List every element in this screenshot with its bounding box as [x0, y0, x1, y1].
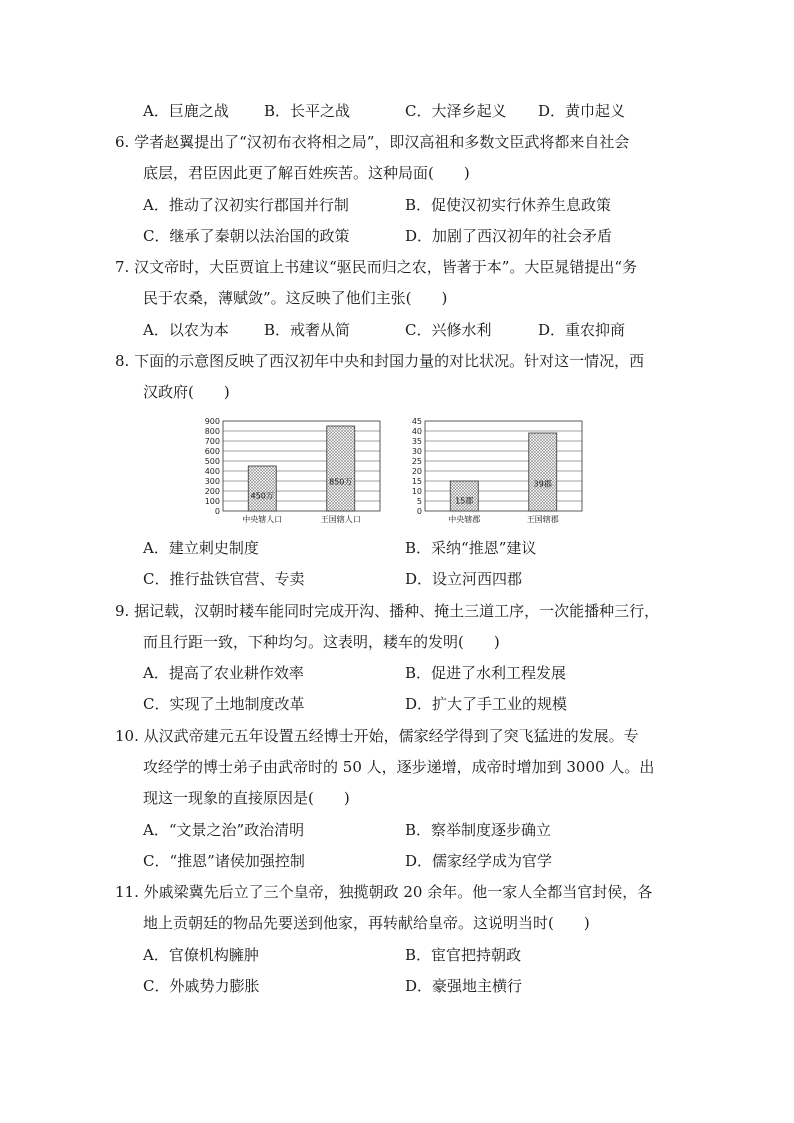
- question-stem-line: 6. 学者赵翼提出了“汉初布衣将相之局”，即汉高祖和多数文臣武将都来自社会: [115, 133, 630, 151]
- y-tick-label: 35: [411, 436, 422, 446]
- y-tick-label: 40: [411, 426, 422, 436]
- bar-0: [248, 466, 276, 511]
- question-stem-line: 8. 下面的示意图反映了西汉初年中央和封国力量的对比状况。针对这一情况，西: [115, 352, 645, 370]
- data-label: 15郡: [455, 496, 474, 506]
- y-tick-label: 0: [416, 506, 422, 516]
- plot-area: [223, 421, 380, 511]
- question-stem-line: 民于农桑，薄赋敛”。这反映了他们主张( ): [143, 289, 448, 307]
- question-stem-line: 10. 从汉武帝建元五年设置五经博士开始，儒家经学得到了突飞猛进的发展。专: [115, 727, 639, 745]
- y-tick-label: 10: [411, 486, 422, 496]
- option-d: D．儒家经学成为官学: [405, 852, 553, 870]
- y-tick-label: 100: [204, 496, 220, 506]
- option-b: B．长平之战: [264, 102, 351, 120]
- y-tick-label: 20: [411, 466, 422, 476]
- commanderies-bar-chart: [400, 416, 590, 528]
- y-tick-label: 900: [204, 416, 220, 426]
- option-a: A．巨鹿之战: [143, 102, 229, 120]
- x-category-label: 王国辖人口: [320, 515, 361, 524]
- option-c: C．外戚势力膨胀: [143, 977, 260, 995]
- option-d: D．豪强地主横行: [405, 977, 523, 995]
- option-b: B．宦官把持朝政: [405, 946, 522, 964]
- y-tick-label: 800: [204, 426, 220, 436]
- y-tick-label: 200: [204, 486, 220, 496]
- data-label: 450万: [250, 491, 274, 501]
- option-b: B．促进了水利工程发展: [405, 664, 567, 682]
- option-d: D．加剧了西汉初年的社会矛盾: [405, 227, 613, 245]
- option-c: C．兴修水利: [405, 321, 492, 339]
- option-d: D．重农抑商: [538, 321, 626, 339]
- x-category-label: 中央辖人口: [242, 515, 283, 524]
- bar-1: [529, 433, 557, 511]
- option-b: B．采纳“推恩”建议: [405, 539, 537, 557]
- question-stem-line: 11. 外戚梁冀先后立了三个皇帝，独揽朝政 20 余年。他一家人全都当官封侯，各: [115, 883, 653, 901]
- y-tick-label: 30: [411, 446, 422, 456]
- option-c: C．“推恩”诸侯加强控制: [143, 852, 305, 870]
- question-stem-line: 汉政府( ): [143, 383, 230, 401]
- option-a: A．推动了汉初实行郡国并行制: [143, 196, 349, 214]
- option-a: A．“文景之治”政治清明: [143, 821, 305, 839]
- option-d: D．设立河西四郡: [405, 570, 523, 588]
- y-tick-label: 15: [411, 476, 422, 486]
- x-category-label: 中央辖郡: [448, 515, 481, 524]
- y-tick-label: 400: [204, 466, 220, 476]
- option-b: B．促使汉初实行休养生息政策: [405, 196, 612, 214]
- option-b: B．察举制度逐步确立: [405, 821, 552, 839]
- option-b: B．戒奢从简: [264, 321, 351, 339]
- question-stem-line: 地上贡朝廷的物品先要送到他家，再转献给皇帝。这说明当时( ): [143, 914, 590, 932]
- option-a: A．建立刺史制度: [143, 539, 259, 557]
- bar-1: [327, 426, 355, 511]
- question-stem-line: 攻经学的博士弟子由武帝时的 50 人，逐步递增，成帝时增加到 3000 人。出: [143, 758, 655, 776]
- option-a: A．官僚机构臃肿: [143, 946, 259, 964]
- option-d: D．扩大了手工业的规模: [405, 695, 568, 713]
- option-d: D．黄巾起义: [538, 102, 626, 120]
- y-tick-label: 25: [411, 456, 422, 466]
- y-tick-label: 0: [214, 506, 220, 516]
- question-stem-line: 而且行距一致，下种均匀。这表明，耧车的发明( ): [143, 633, 500, 651]
- plot-area: [425, 421, 582, 511]
- y-tick-label: 300: [204, 476, 220, 486]
- y-tick-label: 45: [411, 416, 422, 426]
- y-tick-label: 500: [204, 456, 220, 466]
- question-stem-line: 底层，君臣因此更了解百姓疾苦。这种局面( ): [143, 164, 470, 182]
- y-tick-label: 700: [204, 436, 220, 446]
- option-c: C．实现了土地制度改革: [143, 695, 305, 713]
- y-tick-label: 5: [416, 496, 422, 506]
- option-a: A．提高了农业耕作效率: [143, 664, 304, 682]
- x-category-label: 王国辖郡: [526, 515, 559, 524]
- option-c: C．大泽乡起义: [405, 102, 507, 120]
- option-c: C．继承了秦朝以法治国的政策: [143, 227, 350, 245]
- question-stem-line: 7. 汉文帝时，大臣贾谊上书建议“驱民而归之农，皆著于本”。大臣晁错提出“务: [115, 258, 638, 276]
- data-label: 39郡: [533, 479, 552, 489]
- option-a: A．以农为本: [143, 321, 229, 339]
- data-label: 850万: [329, 477, 353, 487]
- question-stem-line: 现这一现象的直接原因是( ): [143, 789, 350, 807]
- question-stem-line: 9. 据记载，汉朝时耧车能同时完成开沟、播种、掩土三道工序，一次能播种三行，: [115, 602, 660, 620]
- y-tick-label: 600: [204, 446, 220, 456]
- option-c: C．推行盐铁官营、专卖: [143, 570, 305, 588]
- population-bar-chart: [198, 416, 388, 528]
